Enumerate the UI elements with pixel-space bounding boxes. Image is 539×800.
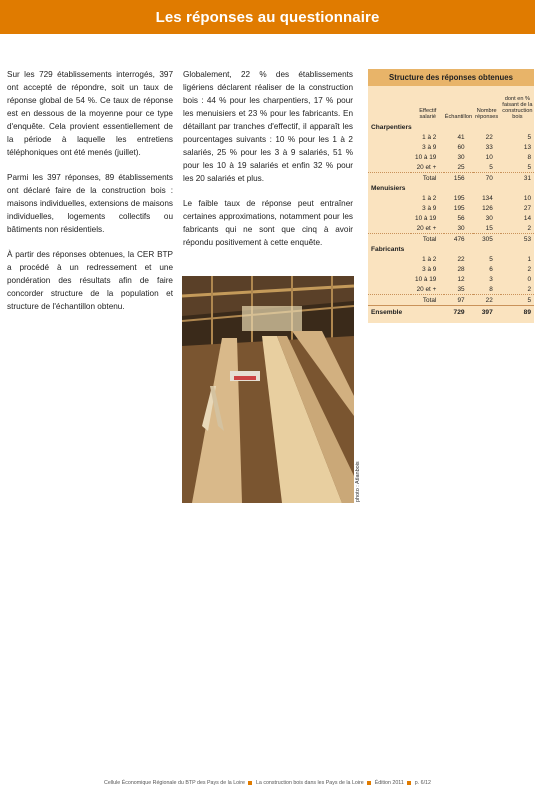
- table-cell: 70: [473, 173, 501, 184]
- table-cell: 397: [473, 306, 501, 320]
- table-cell: 2: [527, 285, 531, 293]
- table-cell: 97: [444, 295, 472, 306]
- response-table: [368, 69, 534, 323]
- table-cell: 22: [473, 295, 501, 306]
- header-cell: [368, 86, 411, 122]
- row-spacer: [368, 234, 411, 245]
- table-cell: 3: [489, 275, 493, 283]
- table-cell: 20 et +: [416, 163, 437, 171]
- table-cell: 156: [444, 173, 472, 184]
- table-cell: 10: [523, 194, 531, 202]
- separator-square-icon: [407, 781, 411, 785]
- table-cell: 22: [457, 255, 465, 263]
- table-cell: 56: [457, 214, 465, 222]
- table-cell: 10 à 19: [415, 153, 437, 161]
- data-table: [368, 86, 534, 319]
- table-cell: 195: [453, 194, 465, 202]
- photo-illustration: [182, 276, 354, 503]
- table-cell: 729: [444, 306, 472, 320]
- table-cell: 8: [489, 285, 493, 293]
- row-spacer: [368, 173, 411, 184]
- row-spacer: [368, 152, 411, 162]
- table-cell: 476: [444, 234, 472, 245]
- table-cell: 10 à 19: [415, 214, 437, 222]
- table-cell: 25: [457, 163, 465, 171]
- table-cell: 1 à 2: [422, 255, 437, 263]
- table-cell: 0: [527, 275, 531, 283]
- table-cell: 22: [485, 133, 493, 141]
- table-cell: 126: [482, 204, 493, 212]
- table-cell: Total: [411, 234, 444, 245]
- row-spacer: [368, 132, 411, 142]
- table-cell: 2: [527, 265, 531, 273]
- ensemble-label: Ensemble: [368, 306, 444, 320]
- table-title: Structure des réponses obtenues: [368, 69, 534, 86]
- table-cell: 53: [501, 234, 534, 245]
- paragraph: Le faible taux de réponse peut entraîner certaines approximations, notamment pour les fabricants qui ne sont que cinq à avoir répondu positivement à cette enquête.: [183, 199, 353, 247]
- table-cell: 6: [489, 265, 493, 273]
- paragraph: Parmi les 397 réponses, 89 établissements ont déclaré faire de la construction bois : maisons individuelles, extensions de maisons individuelles, logements collectifs ou bâtiments non résidentiels.: [7, 173, 173, 234]
- table-cell: 5: [489, 163, 493, 171]
- table-cell: 5: [489, 255, 493, 263]
- paragraph: À partir des réponses obtenues, la CER BTP a procédé à un redressement et une pondération des résultats afin de faire concorder structure de la population et structure de l'échantillon obtenu.: [7, 250, 173, 311]
- table-cell: 2: [527, 224, 531, 232]
- table-cell: 13: [523, 143, 531, 151]
- table-cell: 89: [501, 306, 534, 320]
- table-cell: 14: [523, 214, 531, 222]
- header-cell: dont en % faisant de la construction bois: [502, 96, 533, 120]
- table-cell: 1 à 2: [422, 194, 437, 202]
- group-label: Menuisiers: [371, 184, 406, 192]
- table-cell: 5: [501, 295, 534, 306]
- photo-credit: photo : Atlanbois: [355, 461, 361, 502]
- table-cell: 3 à 9: [422, 204, 437, 212]
- paragraph: Sur les 729 établissements interrogés, 397 ont accepté de répondre, soit un taux de réponse global de 54 %. Ce taux de réponse est en dessous de la moyenne pour ce type d'enquête. Cela provient essentiellement de la période à laquelle les entretiens téléphoniques ont été menés (juillet).: [7, 70, 173, 157]
- row-spacer: [368, 162, 411, 173]
- footer-page-number: p. 6/12: [414, 780, 431, 786]
- table-cell: 3 à 9: [422, 265, 437, 273]
- header-cell: Effectif salarié: [419, 108, 437, 120]
- row-spacer: [368, 295, 411, 306]
- row-spacer: [368, 264, 411, 274]
- table-cell: Total: [411, 295, 444, 306]
- table-cell: 1: [527, 255, 531, 263]
- group-label: Fabricants: [371, 245, 405, 253]
- row-spacer: [368, 142, 411, 152]
- footer-publication: La construction bois dans les Pays de la Loire: [255, 780, 364, 786]
- row-spacer: [368, 254, 411, 264]
- table-cell: 30: [457, 153, 465, 161]
- row-spacer: [368, 213, 411, 223]
- header-cell: Échantillon: [444, 114, 473, 120]
- table-cell: 1 à 2: [422, 133, 437, 141]
- table-cell: 35: [457, 285, 465, 293]
- footer-org: Cellule Économique Régionale du BTP des Pays de la Loire: [104, 780, 245, 786]
- table-cell: 12: [457, 275, 465, 283]
- title-banner: [0, 0, 535, 34]
- table-cell: 33: [485, 143, 493, 151]
- table-cell: 28: [457, 265, 465, 273]
- footer-edition: Édition 2011: [374, 780, 404, 786]
- table-cell: 305: [473, 234, 501, 245]
- table-cell: 195: [453, 204, 465, 212]
- table-cell: Total: [411, 173, 444, 184]
- table-cell: 15: [485, 224, 493, 232]
- row-spacer: [368, 203, 411, 213]
- text-column-left: [7, 68, 173, 325]
- header-cell: Nombre réponses: [475, 108, 499, 120]
- paragraph: Globalement, 22 % des établissements ligériens déclarent réaliser de la construction bois : 44 % pour les charpentiers, 17 % pour les menuisiers et 23 % pour les fabricants. En détaillant par tranches d'effectif, il apparaît les pourcentages suivants : 10 % pour les 1 à 2 salariés, 25 % pour les 3 à 9 salariés, 51 % pour les 10 à 19 salariés et enfin 32 % pour les 20 salariés et plus.: [183, 70, 353, 183]
- table-cell: 20 et +: [416, 285, 437, 293]
- table-cell: 30: [485, 214, 493, 222]
- row-spacer: [368, 223, 411, 234]
- table-cell: 10: [485, 153, 493, 161]
- table-cell: 134: [482, 194, 493, 202]
- row-spacer: [368, 274, 411, 284]
- row-spacer: [368, 193, 411, 203]
- table-cell: 30: [457, 224, 465, 232]
- table-cell: 5: [527, 163, 531, 171]
- separator-square-icon: [367, 781, 371, 785]
- table-cell: 5: [527, 133, 531, 141]
- table-cell: 10 à 19: [415, 275, 437, 283]
- workshop-photo: [182, 276, 354, 503]
- row-spacer: [368, 284, 411, 295]
- page-footer: [0, 780, 535, 786]
- table-cell: 41: [457, 133, 465, 141]
- table-cell: 20 et +: [416, 224, 437, 232]
- table-cell: 60: [457, 143, 465, 151]
- group-label: Charpentiers: [371, 123, 412, 131]
- table-cell: 27: [523, 204, 531, 212]
- table-cell: 31: [501, 173, 534, 184]
- page-title: Les réponses au questionnaire: [155, 8, 380, 26]
- separator-square-icon: [248, 781, 252, 785]
- text-column-middle: [183, 68, 353, 261]
- table-cell: 8: [527, 153, 531, 161]
- table-cell: 3 à 9: [422, 143, 437, 151]
